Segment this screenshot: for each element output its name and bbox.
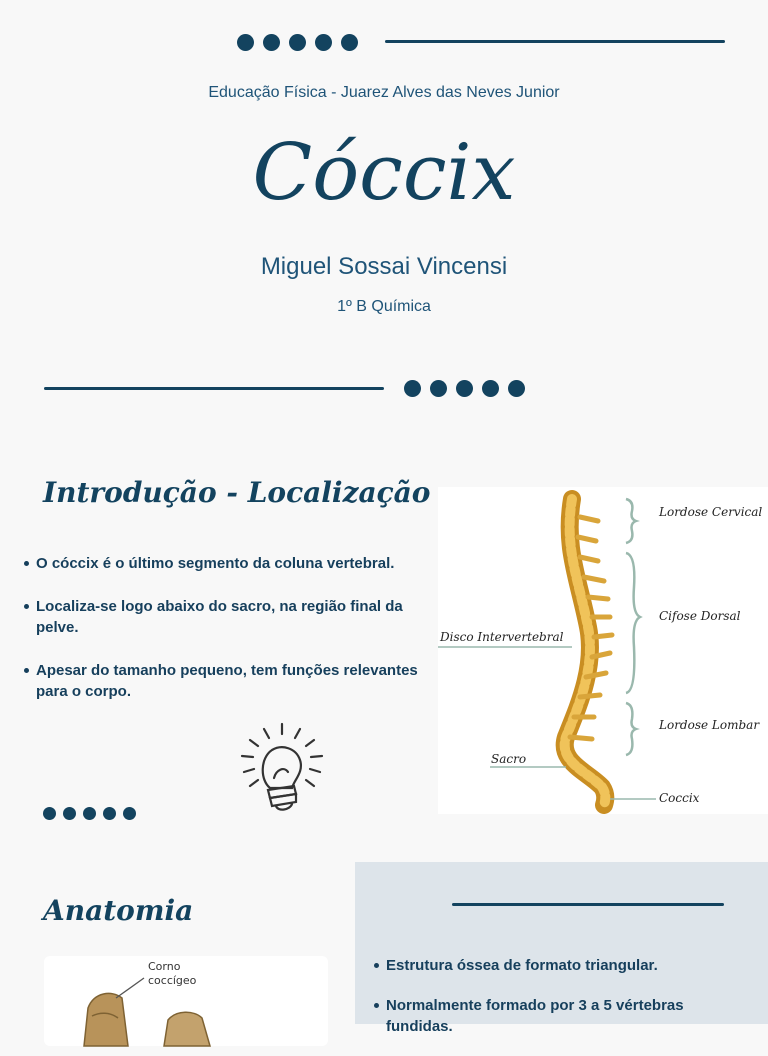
list-item: Normalmente formado por 3 a 5 vértebras fundidas. bbox=[372, 995, 752, 1037]
class-label: 1º B Química bbox=[337, 298, 431, 315]
top-dots bbox=[237, 34, 358, 51]
label-coccix: Coccix bbox=[659, 791, 700, 805]
course-subtitle: Educação Física - Juarez Alves das Neves Junior bbox=[208, 84, 560, 101]
anatomy-divider bbox=[452, 903, 724, 906]
list-item: O cóccix é o último segmento da coluna vertebral. bbox=[22, 553, 432, 574]
spine-drawing bbox=[438, 487, 768, 814]
coccyx-photo bbox=[44, 956, 328, 1046]
photo-label-corno: Corno bbox=[148, 960, 181, 973]
author-name: Miguel Sossai Vincensi bbox=[260, 253, 508, 280]
middle-divider bbox=[44, 387, 384, 390]
intro-heading: Introdução - Localização bbox=[43, 476, 431, 509]
label-lordose-lombar: Lordose Lombar bbox=[659, 718, 760, 732]
label-disco-intervertebral: Disco Intervertebral bbox=[440, 630, 564, 644]
coccyx-bone-drawing bbox=[44, 956, 328, 1046]
list-item: Localiza-se logo abaixo do sacro, na região final da pelve. bbox=[22, 596, 432, 638]
list-item: Estrutura óssea de formato triangular. bbox=[372, 955, 752, 976]
photo-label-coccigeo: coccígeo bbox=[148, 974, 197, 987]
middle-dots bbox=[404, 380, 525, 397]
list-item: Apesar do tamanho pequeno, tem funções relevantes para o corpo. bbox=[22, 660, 432, 702]
label-cifose-dorsal: Cifose Dorsal bbox=[659, 609, 741, 623]
intro-list bbox=[22, 553, 432, 724]
label-sacro: Sacro bbox=[491, 752, 527, 766]
label-lordose-cervical: Lordose Cervical bbox=[659, 505, 763, 519]
spine-figure bbox=[438, 487, 768, 814]
lightbulb-icon bbox=[238, 722, 326, 814]
intro-dots bbox=[43, 807, 136, 820]
anatomy-heading: Anatomia bbox=[43, 894, 194, 927]
anatomy-list bbox=[372, 955, 752, 1056]
top-divider bbox=[385, 40, 725, 43]
page-title: Cóccix bbox=[252, 128, 516, 218]
